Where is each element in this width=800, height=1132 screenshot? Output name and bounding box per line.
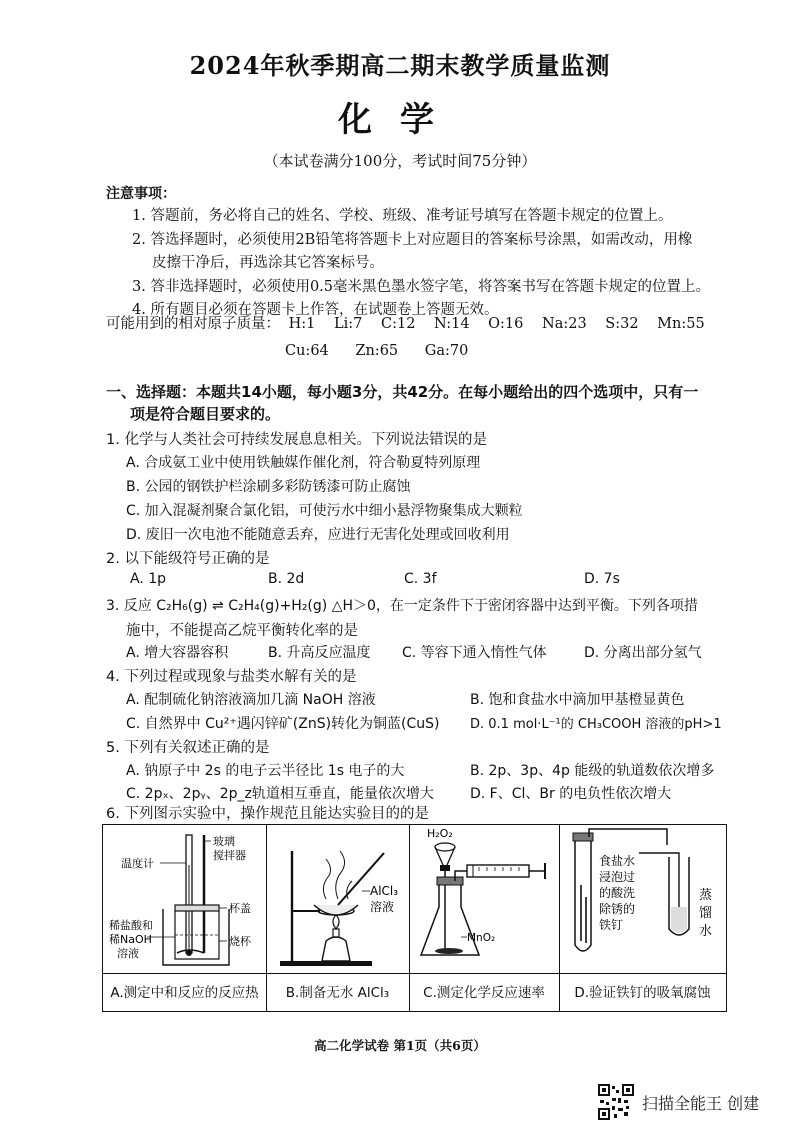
label-nail-3: 的酸洗: [599, 886, 636, 900]
label-solution: 溶液: [370, 900, 395, 914]
question-3-option-d: D. 分离出部分氢气: [584, 645, 702, 661]
notice-item: 2. 答选择题时，必须使用2B铅笔将答题卡上对应题目的答案标号涂黑，如需改动，用橡: [132, 231, 693, 248]
question-5-option-a: A. 钠原子中 2s 的电子云半径比 1s 电子的大: [126, 763, 405, 779]
question-1-option-c: C. 加入混凝剂聚合氯化铝，可使污水中细小悬浮物聚集成大颗粒: [126, 503, 523, 519]
atomic-mass-row-1: [106, 312, 719, 333]
label-lid: 杯盖: [229, 902, 251, 915]
question-1-option-b: B. 公园的钢铁护栏涂刷多彩防锈漆可防止腐蚀: [126, 479, 411, 495]
experiment-figure-table: [102, 824, 727, 1012]
atomic-mass-value: Li:7: [333, 316, 363, 332]
question-1-option-d: D. 废旧一次电池不能随意丢弃，应进行无害化处理或回收利用: [126, 527, 510, 543]
atomic-mass-value: Na:23: [542, 316, 587, 332]
scanner-watermark: [598, 1084, 759, 1120]
figure-d: [559, 825, 726, 1011]
question-2-option-b: B. 2d: [268, 571, 305, 587]
label-nail-2: 浸泡过: [599, 870, 636, 884]
atomic-mass-label: 可能用到的相对原子质量：: [106, 316, 280, 332]
question-6-stem: 6. 下列图示实验中，操作规范且能达实验目的的是: [106, 806, 429, 822]
label-solution-3: 溶液: [117, 947, 139, 960]
question-5-option-b: B. 2p、3p、4p 能级的轨道数依次增多: [470, 763, 715, 779]
question-3-option-b: B. 升高反应温度: [268, 645, 371, 661]
notice-list: [108, 205, 748, 323]
question-3-stem: 3. 反应 C₂H₆(g) ⇌ C₂H₄(g)+H₂(g) △H＞0，在一定条件下于密闭容器中达到平衡。下列各项措: [106, 598, 698, 614]
label-solution-2: 稀NaOH: [109, 933, 152, 946]
label-solution-1: 稀盐酸和: [109, 919, 153, 932]
notice-item-continued: 皮擦干净后，再选涂其它答案标号。: [152, 255, 384, 271]
figure-a: [103, 825, 267, 1011]
label-water-3: 水: [699, 924, 713, 939]
question-1-option-a: A. 合成氨工业中使用铁触媒作催化剂，符合勒夏特列原理: [126, 455, 481, 471]
question-1-stem: 1. 化学与人类社会可持续发展息息相关。下列说法错误的是: [106, 432, 487, 448]
atomic-mass-value: H:1: [288, 316, 316, 332]
atomic-mass-value: S:32: [605, 316, 639, 332]
atomic-mass-value: O:16: [488, 316, 524, 332]
atomic-mass-value: C:12: [380, 316, 416, 332]
scanner-label: 扫描全能王 创建: [642, 1093, 760, 1113]
label-mno2: MnO₂: [467, 932, 496, 944]
section-heading: [106, 381, 746, 425]
question-2-stem: 2. 以下能级符号正确的是: [106, 551, 270, 567]
subject-title: 化学: [338, 100, 462, 140]
question-4-option-b: B. 饱和食盐水中滴加甲基橙显黄色: [470, 692, 685, 708]
reaction-rate-diagram: [409, 825, 559, 973]
qr-code-icon: [598, 1084, 634, 1120]
section-line: 一、选择题：本题共14小题，每小题3分，共42分。在每小题给出的四个选项中，只有一: [106, 383, 699, 401]
label-thermometer: 温度计: [121, 857, 154, 870]
question-2-option-d: D. 7s: [584, 571, 620, 587]
notice-item: 3. 答非选择题时，必须使用0.5毫米黑色墨水签字笔，将答案书写在答题卡规定的位置上。: [132, 278, 710, 295]
atomic-mass-value: Mn:55: [657, 316, 705, 332]
question-4-stem: 4. 下列过程或现象与盐类水解有关的是: [106, 669, 357, 685]
question-4-option-c: C. 自然界中 Cu²⁺遇闪锌矿(ZnS)转化为铜蓝(CuS): [126, 716, 440, 732]
notice-item: 4. 所有题目必须在答题卡上作答，在试题卷上答题无效。: [132, 302, 499, 318]
figure-c-caption: C.测定化学反应速率: [409, 973, 559, 1012]
question-4-option-d: D. 0.1 mol·L⁻¹的 CH₃COOH 溶液的pH>1: [470, 717, 722, 732]
label-stirrer-2: 搅拌器: [213, 849, 246, 862]
question-3-stem-cont: 施中，不能提高乙烷平衡转化率的是: [126, 623, 358, 639]
label-nail-5: 铁钉: [599, 918, 624, 932]
question-3-option-c: C. 等容下通入惰性气体: [402, 645, 547, 661]
question-3-option-a: A. 增大容器容积: [126, 645, 229, 661]
atomic-mass-value: Cu:64: [285, 343, 329, 359]
atomic-mass-value: Zn:65: [355, 343, 399, 359]
exam-info: （本试卷满分100分，考试时间75分钟）: [263, 152, 537, 170]
corrosion-diagram: [559, 825, 726, 973]
notice-heading: 注意事项：: [106, 186, 176, 202]
question-5-option-d: D. F、Cl、Br 的电负性依次增大: [470, 786, 672, 802]
figure-b: [266, 825, 410, 1011]
evaporation-diagram: [266, 825, 409, 973]
label-beaker: 烧杯: [229, 935, 251, 948]
figure-a-caption: A.测定中和反应的反应热: [103, 973, 266, 1012]
question-2-option-a: A. 1p: [130, 571, 167, 587]
page-footer: 高二化学试卷 第1页（共6页）: [314, 1038, 486, 1053]
label-nail-1: 食盐水: [599, 854, 636, 868]
label-water-1: 蒸: [699, 888, 713, 903]
exam-title: 2024年秋季期高二期末教学质量监测: [189, 51, 611, 80]
label-nail-4: 除锈的: [599, 902, 636, 916]
label-stirrer-1: 玻璃: [213, 835, 235, 848]
atomic-mass-value: N:14: [434, 316, 470, 332]
figure-c: [409, 825, 560, 1011]
label-alcl3: AlCl₃: [370, 884, 399, 898]
atomic-mass-value: Ga:70: [424, 343, 469, 359]
question-4-option-a: A. 配制硫化钠溶液滴加几滴 NaOH 溶液: [126, 692, 376, 708]
calorimeter-diagram: [103, 825, 266, 973]
section-line: 项是符合题目要求的。: [130, 405, 281, 423]
notice-item: 1. 答题前，务必将自己的姓名、学校、班级、准考证号填写在答题卡规定的位置上。: [132, 208, 673, 224]
label-h2o2: H₂O₂: [427, 827, 453, 840]
question-5-option-c: C. 2pₓ、2pᵧ、2p_z轨道相互垂直，能量依次增大: [126, 786, 434, 802]
question-5-stem: 5. 下列有关叙述正确的是: [106, 740, 270, 756]
label-water-2: 馏: [699, 906, 713, 921]
question-2-option-c: C. 3f: [404, 571, 437, 587]
atomic-mass-row-2: [285, 343, 490, 359]
figure-d-caption: D.验证铁钉的吸氧腐蚀: [559, 973, 726, 1012]
figure-b-caption: B.制备无水 AlCl₃: [266, 973, 409, 1012]
